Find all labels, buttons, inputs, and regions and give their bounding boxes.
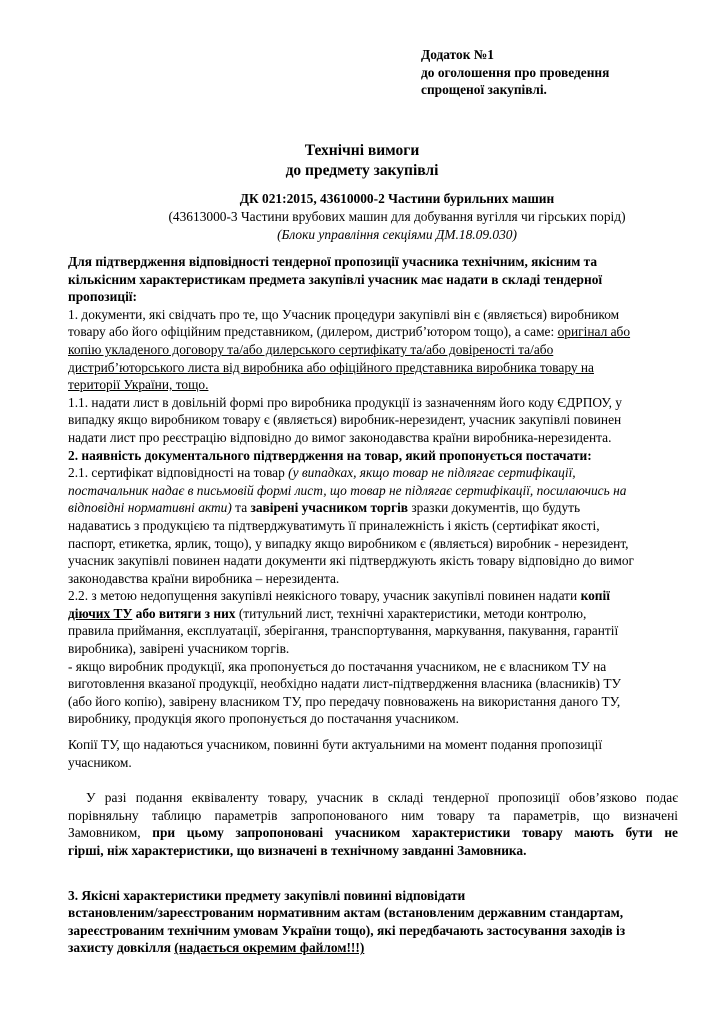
p22-line bbox=[68, 587, 678, 605]
title-line-2: до предмету закупівлі bbox=[285, 162, 439, 179]
p1-line: території України, тощо. bbox=[68, 377, 209, 393]
p3-underlined: (надається окремим файлом!!!) bbox=[174, 940, 365, 956]
p3-line: встановленим/зареєстрованим нормативним актам (встановленим державним стандартам, bbox=[68, 905, 624, 921]
p21-line bbox=[68, 499, 678, 517]
p21-text: 2.1. сертифікат відповідності на товар bbox=[68, 465, 289, 481]
p21-italic: відповідні нормативні акти) bbox=[68, 500, 232, 516]
dk-block bbox=[0, 190, 724, 243]
p2-heading: 2. наявність документального підтвердження на товар, який пропонується постачати: bbox=[68, 447, 592, 463]
p23-line: виготовлення вказаної продукції, необхідно надати лист-підтвердження власника (власників) ТУ bbox=[68, 676, 621, 692]
p21-line: паспорт, етикетка, ярлик, тощо), у випадку якщо виробником є (являється) виробник - нерезидент, bbox=[68, 535, 629, 551]
p22-line bbox=[68, 605, 678, 623]
p21-bold: завірені учасником торгів bbox=[250, 500, 409, 516]
p21-line bbox=[68, 464, 678, 482]
p11-line: випадку якщо виробником товару є (являється) виробник-нерезидент, учасник закупівлі повинен bbox=[68, 412, 622, 428]
eq-line: порівняльну таблицю параметрів запропонованого ним товару та параметрів, що визначені bbox=[68, 807, 678, 823]
p3-line bbox=[68, 939, 678, 957]
annex-block bbox=[421, 46, 609, 99]
title-line-1: Технічні вимоги bbox=[304, 142, 420, 159]
eq-bold: при цьому запропоновані учасником характеристики товару мають бути не bbox=[152, 825, 678, 841]
eq-text: У разі подання еквіваленту товару, учасник в складі тендерної пропозиції обов’язково подає bbox=[86, 790, 678, 806]
eq-text: Замовником, bbox=[68, 825, 153, 841]
dk-code: ДК 021:2015, 43610000-2 Частини бурильних машин bbox=[239, 191, 555, 206]
p1-line: 1. документи, які свідчать про те, що Учасник процедури закупівлі він є (являється) виробником bbox=[68, 306, 620, 322]
p21-text: та bbox=[231, 500, 251, 516]
p22-line: правила приймання, експлуатації, зберігання, транспортування, маркування, пакування, гарантії bbox=[68, 623, 619, 639]
intro-line: пропозиції: bbox=[68, 289, 137, 305]
tu-line: учасником. bbox=[68, 754, 132, 770]
intro-line: кількісним характеристикам предмета закупівлі учасник має надати в складі тендерної bbox=[68, 271, 603, 287]
p1-line: копію укладеного договору та/або дилерського сертифікату та/або довіреності та/або bbox=[68, 341, 554, 357]
eq-line bbox=[68, 824, 678, 842]
p21-line: законодавства країни виробника – нерезидента. bbox=[68, 570, 340, 586]
p22-bold: копії bbox=[580, 588, 610, 604]
spacer bbox=[68, 771, 678, 789]
eq-line bbox=[68, 789, 678, 807]
annex-line-1: Додаток №1 bbox=[421, 47, 494, 62]
annex-line-3: спрощеної закупівлі. bbox=[421, 82, 547, 98]
p21-italic: (у випадках, якщо товар не підлягає сертифікації, bbox=[288, 465, 576, 481]
spacer bbox=[68, 860, 678, 887]
tu-line: Копії ТУ, що надаються учасником, повинні бути актуальними на момент подання пропозиції bbox=[68, 737, 603, 753]
p21-line: учасник закупівлі повинен надати документи які підтверджують якість товару відповідно до вимог bbox=[68, 553, 635, 569]
p22-text: 2.2. з метою недопущення закупівлі неякісного товару, учасник закупівлі повинен надати bbox=[68, 588, 581, 604]
p23-line: - якщо виробник продукції, яка пропонується до постачання учасником, не є власником ТУ на bbox=[68, 658, 607, 674]
p22-bold-underlined: діючих ТУ bbox=[68, 605, 133, 621]
p3-text: захисту довкілля bbox=[68, 940, 175, 956]
p23-line: виробнику, продукція якого пропонується до постачання учасником. bbox=[68, 711, 459, 727]
annex-line-2: до оголошення про проведення bbox=[421, 64, 610, 80]
dk-item: (Блоки управління секціями ДМ.18.09.030) bbox=[277, 226, 517, 242]
spacer bbox=[68, 728, 678, 736]
p22-bold: або витяги з них bbox=[132, 605, 236, 621]
p1-underlined: оригінал або bbox=[557, 324, 631, 340]
p11-line: 1.1. надати лист в довільній формі про виробника продукції із зазначенням його коду ЄДРПОУ, у bbox=[68, 394, 622, 410]
p1-text: товару або його офіційним представником, (дилером, дистриб’ютором тощо), а саме: bbox=[68, 324, 558, 340]
p22-text: (титульний лист, технічні характеристики, методи контролю, bbox=[235, 605, 587, 621]
p1-line bbox=[68, 323, 678, 341]
p21-line: надаватись з продукцією та підтверджуватимуть її приналежність і якість (сертифікат якості, bbox=[68, 517, 600, 533]
intro-line: Для підтвердження відповідності тендерної пропозиції учасника технічним, якісним та bbox=[68, 254, 598, 269]
dk-subcode: (43613000-3 Частини врубових машин для добування вугілля чи гірських порід) bbox=[168, 208, 626, 224]
document-body bbox=[68, 253, 678, 957]
eq-line: гірші, ніж характеристики, що визначені в технічному завданні Замовника. bbox=[68, 843, 527, 858]
p21-text: зразки документів, що будуть bbox=[408, 500, 581, 516]
p22-line: виробника), завірені учасником торгів. bbox=[68, 641, 290, 657]
p21-line: постачальник надає в письмовій формі лист, що товар не підлягає сертифікації, посилаючись на bbox=[68, 482, 627, 498]
document-title bbox=[0, 141, 724, 181]
p3-line: зареєстрованим технічним умовам України тощо), які передбачають застосування заходів із bbox=[68, 922, 626, 938]
p23-line: (або його копію), завірену власником ТУ, про передачу повноважень на використання даного ТУ, bbox=[68, 693, 621, 709]
p11-line: надати лист про реєстрацію відповідно до вимог законодавства країни виробника-нерезидента. bbox=[68, 429, 612, 445]
p1-line: дистриб’юторського листа від виробника або офіційного представника виробника товару на bbox=[68, 359, 595, 375]
p3-line: 3. Якісні характеристики предмету закупівлі повинні відповідати bbox=[68, 887, 466, 903]
